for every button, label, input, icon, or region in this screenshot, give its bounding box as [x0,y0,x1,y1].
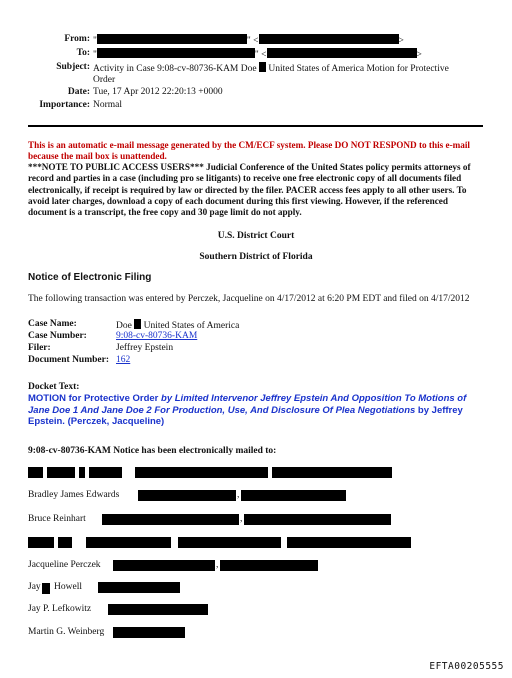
public-access-note: ***NOTE TO PUBLIC ACCESS USERS*** Judicial Conference of the United States policy permits attorneys of record and parties in a case (including pro se litigants) to receive one free electronic copy of all documents filed electronically, if receipt is required by law or directed by the filer. PACER access fees apply to all other users. To avoid later charges, download a copy of each document during this first viewing. However, if the referenced document is a transcript, the free copy and 30 page limit do not apply. [28,162,471,218]
list-item [28,582,82,594]
recipient-name: Jacqueline Perczek [28,560,101,570]
redaction [267,48,417,58]
date-value: Tue, 17 Apr 2012 22:20:13 +0000 [93,87,223,97]
document-number-link[interactable]: 162 [116,355,131,365]
list-item: Jacqueline Perczek , [28,560,101,572]
to-value: " " < > [93,50,422,60]
redaction [28,537,54,548]
recipient-name: Bradley James Edwards [28,490,120,500]
redaction [58,537,72,548]
redaction [178,537,281,548]
from-label: From: [64,34,90,44]
case-name-row [0,319,512,331]
redaction [241,490,346,501]
case-number-label: Case Number: [28,331,87,341]
redaction [98,582,180,593]
redaction [259,34,399,44]
to-label: To: [76,48,90,58]
recipient-name: Bruce Reinhart [28,514,86,524]
redaction [97,48,255,58]
auto-message-warning: This is an automatic e-mail message generated by the CM/ECF system. Please DO NOT RESPOND to this e-mail because the mail box is unattended. [28,140,470,161]
redaction [97,34,247,44]
list-item [28,604,91,616]
list-item [28,627,104,639]
docket-text: MOTION for Protective Order by Limited Intervenor Jeffrey Epstein And Opposition To Motions of Jane Doe 1 And Jane Doe 2 For Production, Use, And Disclosure Of Plea Negotiations by Jeffrey Epstein. (Perczek, Jacqueline) [28,393,467,427]
from-value: " " < > [93,36,404,46]
date-label: Date: [67,87,90,97]
redaction [86,537,171,548]
recipient-name: Howell [54,582,82,592]
filer-value: Jeffrey Epstein [116,343,174,353]
redaction [47,467,75,478]
header-divider [28,125,483,127]
redaction [28,467,43,478]
nef-intro: The following transaction was entered by Perczek, Jacqueline on 4/17/2012 at 6:20 PM EDT and filed on 4/17/2012 [28,294,470,304]
redaction [89,467,122,478]
email-header [0,0,512,120]
recipient-name: Jay [28,582,41,592]
redaction [42,583,50,594]
importance-label: Importance: [39,100,90,110]
court-district: Southern District of Florida [199,252,313,262]
case-number-link[interactable]: 9:08-cv-80736-KAM [116,331,198,341]
redaction [220,560,318,571]
redaction [287,537,411,548]
redaction [113,560,215,571]
redaction [244,514,391,525]
bates-number: EFTA00205555 [429,661,504,672]
subject-label: Subject: [56,62,90,72]
subject-value: Activity in Case 9:08-cv-80736-KAM Doe United States of America Motion for Protective Order [93,64,449,85]
list-item: Bradley James Edwards , [28,490,119,502]
nef-heading: Notice of Electronic Filing [28,272,152,283]
redaction [135,467,268,478]
redaction [79,467,85,478]
filer-row [0,343,512,355]
redaction [108,604,208,615]
redaction [113,627,185,638]
court-name: U.S. District Court [217,231,295,241]
list-item: Bruce Reinhart , [28,514,86,526]
case-number-row [0,331,512,343]
document-number-row [0,355,512,367]
document-number-label: Document Number: [28,355,110,365]
redaction [138,490,236,501]
filer-label: Filer: [28,343,51,353]
case-name-label: Case Name: [28,319,77,329]
recipient-name: Martin G. Weinberg [28,627,105,637]
redaction [272,467,392,478]
recipient-name: Jay P. Lefkowitz [28,604,92,614]
redaction [102,514,239,525]
case-name-value: Doe United States of America [116,321,240,331]
importance-value: Normal [93,100,123,110]
redaction [259,62,266,72]
redaction [134,319,141,329]
docket-text-label: Docket Text: [28,382,80,392]
mailed-to-heading: 9:08-cv-80736-KAM Notice has been electronically mailed to: [28,446,277,456]
